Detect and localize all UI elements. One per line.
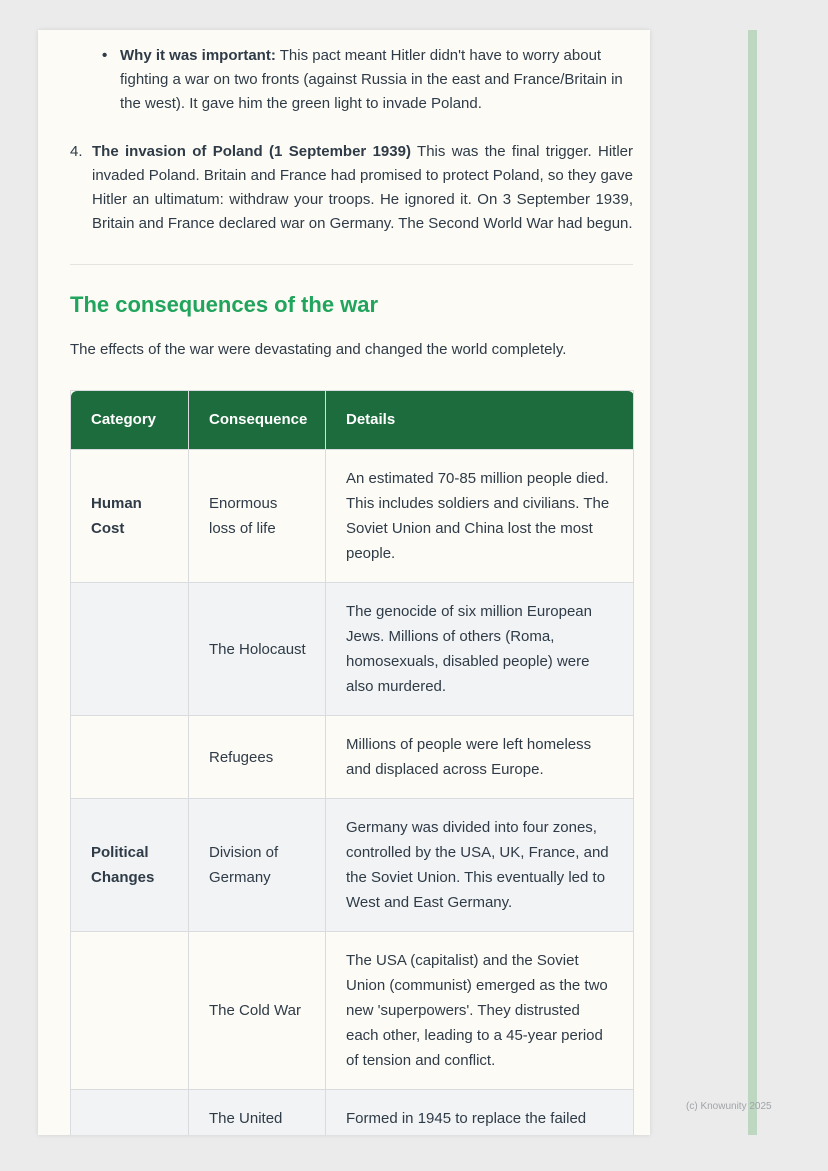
cell-consequence: Refugees [189,716,326,799]
cell-consequence: Enormous loss of life [189,450,326,583]
cell-category: Human Cost [71,450,189,583]
bullet-marker: • [102,47,108,64]
bullet-label: Why it was important: [120,47,276,64]
document-page [38,30,650,1135]
cell-category [71,1090,189,1136]
bullet-paragraph [120,44,633,116]
cell-category: Political Changes [71,799,189,932]
table-row [71,799,634,932]
table-row [71,450,634,583]
table-row [71,1090,634,1136]
cell-consequence: The Cold War [189,932,326,1090]
consequences-table [70,390,634,1135]
table-header-row [71,391,634,450]
cell-consequence: The Holocaust [189,583,326,716]
section-divider [70,264,633,265]
list-number: 4. [70,143,83,160]
cell-consequence: Division of Germany [189,799,326,932]
numbered-list-item-4 [70,140,633,236]
table-row [71,716,634,799]
cell-details: Formed in 1945 to replace the failed [326,1090,634,1136]
cell-details: Germany was divided into four zones, controlled by the USA, UK, France, and the Soviet Union. This eventually led to West and East Germany. [326,799,634,932]
column-header-consequence: Consequence [189,391,326,450]
cell-category [71,932,189,1090]
cell-consequence: The United [189,1090,326,1136]
table-row [71,583,634,716]
list-item-why-important [102,44,633,116]
section-intro: The effects of the war were devastating and changed the world completely. [70,341,567,358]
cell-details: Millions of people were left homeless and displaced across Europe. [326,716,634,799]
bullet-text: This pact meant Hitler didn't have to worry about fighting a war on two fronts (against Russia in the east and France/Britain in the west). It gave him the green light to invade Poland. [120,47,623,112]
cell-category [71,583,189,716]
numbered-text: This was the final trigger. Hitler invaded Poland. Britain and France had promised to protect Poland, so they gave Hitler an ultimatum: withdraw your troops. He ignored it. On 3 September 1939, Britain and France declared war on Germany. The Second World War had begun. [92,143,633,232]
cell-details: An estimated 70-85 million people died. This includes soldiers and civilians. The Soviet Union and China lost the most people. [326,450,634,583]
table-row [71,932,634,1090]
cell-details: The USA (capitalist) and the Soviet Union (communist) emerged as the two new 'superpowers'. They distrusted each other, leading to a 45-year period of tension and conflict. [326,932,634,1090]
watermark: (c) Knowunity 2025 [686,1101,772,1112]
numbered-paragraph [92,140,633,236]
numbered-label: The invasion of Poland (1 September 1939) [92,143,411,160]
page-edge-bar [748,30,757,1135]
section-heading: The consequences of the war [70,292,379,317]
column-header-details: Details [326,391,634,450]
cell-details: The genocide of six million European Jews. Millions of others (Roma, homosexuals, disabled people) were also murdered. [326,583,634,716]
cell-category [71,716,189,799]
column-header-category: Category [71,391,189,450]
table-header [71,391,634,450]
